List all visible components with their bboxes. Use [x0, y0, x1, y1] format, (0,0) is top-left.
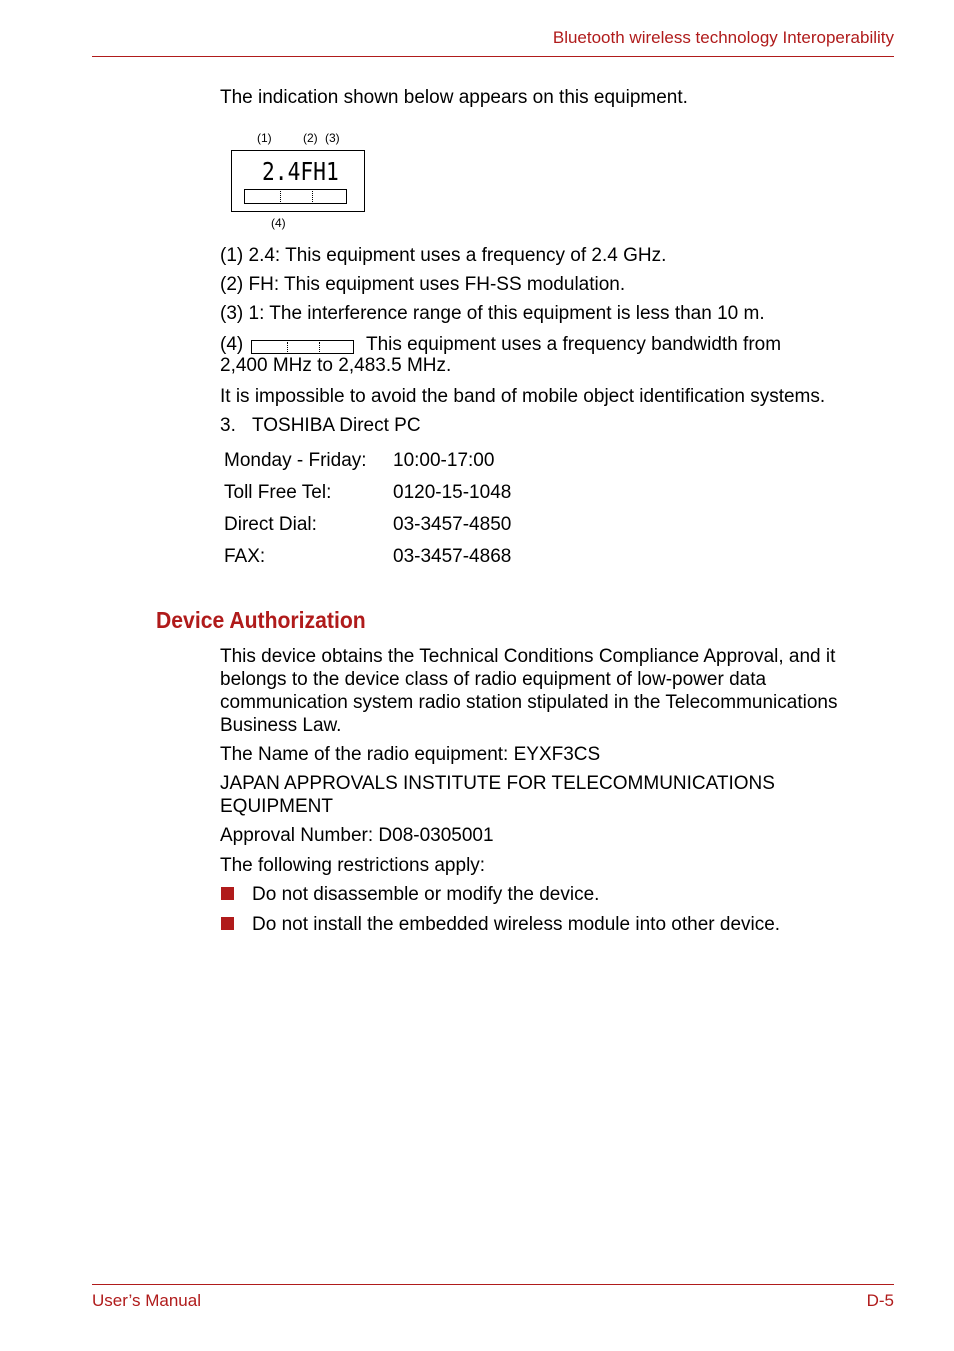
footer-rule: [92, 1284, 894, 1285]
contact-key: FAX:: [224, 546, 266, 567]
radio-equipment-name: The Name of the radio equipment: EYXF3CS: [220, 744, 601, 765]
approval-institute: JAPAN APPROVALS INSTITUTE FOR TELECOMMUNICATIONS EQUIPMENT: [220, 773, 775, 817]
header-rule: [92, 56, 894, 57]
note-3: (3) 1: The interference range of this equipment is less than 10 m.: [220, 303, 765, 324]
note-4-line2: 2,400 MHz to 2,483.5 MHz.: [220, 355, 452, 376]
band-indicator: [244, 189, 347, 204]
note-1: (1) 2.4: This equipment uses a frequency of 2.4 GHz.: [220, 245, 667, 266]
footer-manual-title: User’s Manual: [92, 1291, 201, 1310]
band-indicator-inline: [251, 340, 354, 354]
bullet-icon: [221, 887, 234, 900]
contact-key: Monday - Friday:: [224, 450, 367, 471]
equipment-label-box: [231, 150, 365, 212]
restriction-item: Do not disassemble or modify the device.: [252, 884, 600, 905]
note-4-prefix: (4): [220, 334, 244, 355]
contact-value: 03-3457-4868: [393, 546, 512, 567]
section-paragraph: This device obtains the Technical Conditions Compliance Approval, and it belongs to the device class of radio equipment of low-power data communication system radio station stipulated in the Telecommunications Business Law.: [220, 646, 838, 736]
contact-key: Direct Dial:: [224, 514, 317, 535]
note-4-text: This equipment uses a frequency bandwidth from: [366, 334, 782, 355]
contact-value: 0120-15-1048: [393, 482, 512, 503]
restrictions-intro: The following restrictions apply:: [220, 855, 486, 876]
running-header: Bluetooth wireless technology Interoperability: [552, 28, 894, 47]
callout-3: (3): [325, 131, 340, 145]
section-title: Device Authorization: [156, 607, 366, 633]
page-number: D-5: [866, 1291, 894, 1310]
contact-value: 10:00-17:00: [393, 450, 495, 471]
restriction-item: Do not install the embedded wireless module into other device.: [252, 914, 781, 935]
item-3-number: 3.: [220, 415, 236, 436]
callout-1: (1): [257, 131, 272, 145]
contact-key: Toll Free Tel:: [224, 482, 332, 503]
item-3-label: TOSHIBA Direct PC: [252, 415, 421, 436]
note-5: It is impossible to avoid the band of mobile object identification systems.: [220, 386, 826, 407]
label-code: 2.4FH1: [262, 157, 339, 186]
approval-number: Approval Number: D08-0305001: [220, 825, 494, 846]
note-2: (2) FH: This equipment uses FH-SS modulation.: [220, 274, 626, 295]
callout-2: (2): [303, 131, 318, 145]
intro-text: The indication shown below appears on this equipment.: [220, 87, 688, 108]
bullet-icon: [221, 917, 234, 930]
contact-value: 03-3457-4850: [393, 514, 512, 535]
callout-4: (4): [271, 216, 286, 230]
